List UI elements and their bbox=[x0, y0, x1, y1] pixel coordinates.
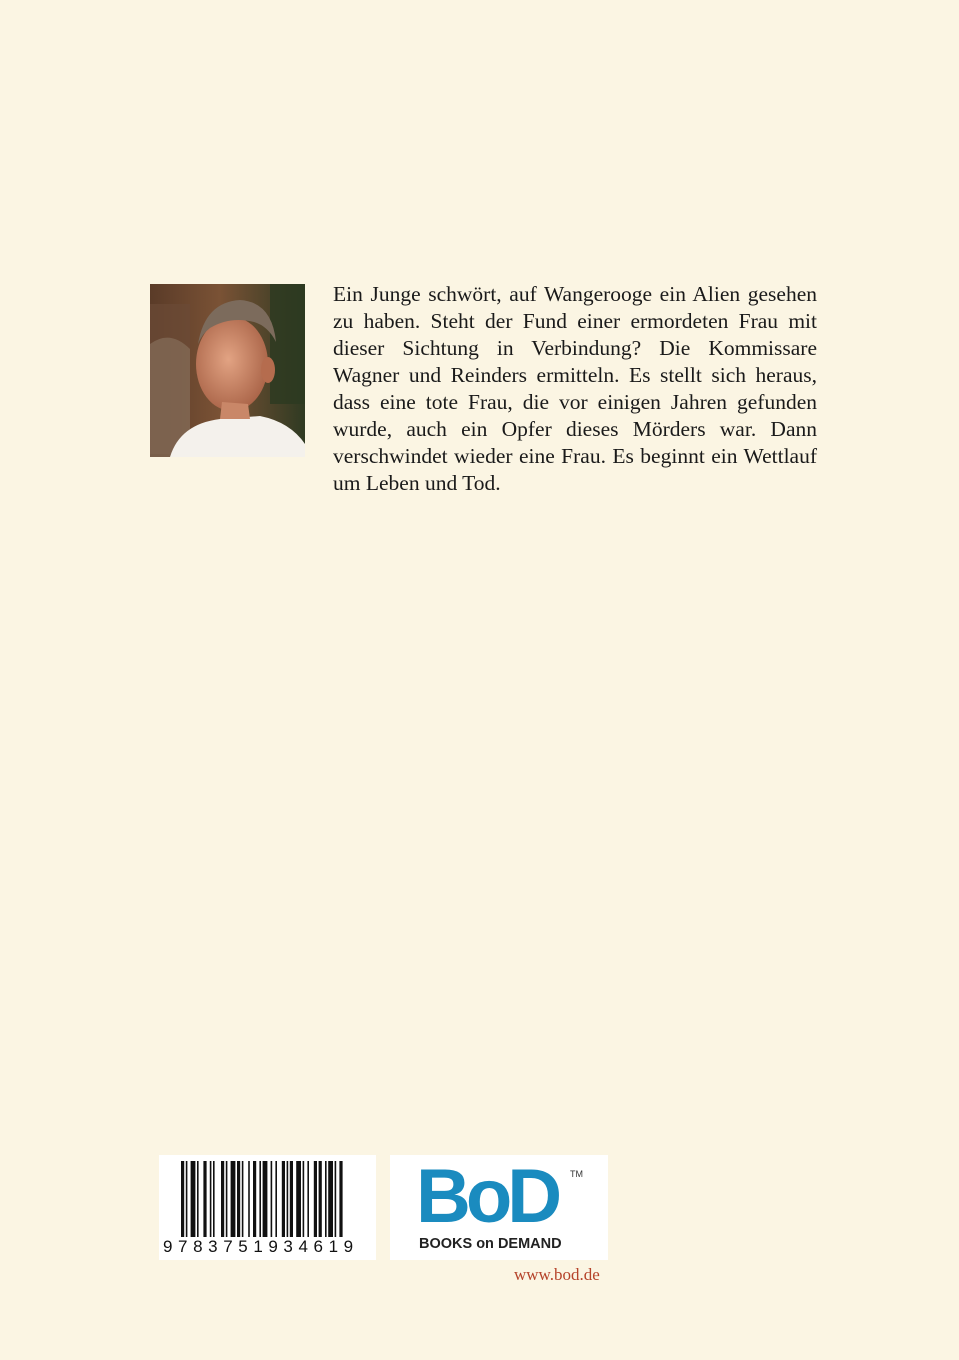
barcode-bar bbox=[319, 1161, 322, 1237]
barcode-bar bbox=[271, 1161, 273, 1237]
author-photo bbox=[150, 284, 305, 457]
book-blurb: Ein Junge schwört, auf Wangerooge ein Alien gesehen zu haben. Steht der Fund einer ermordeten Frau mit dieser Sichtung in Verbindung? Die Kommissare Wagner und Reinders ermitteln. Es stellt sich heraus, dass eine tote Frau, die vor einigen Jahren gefunden wurde, auch ein Opfer dieses Mörders war. Dann verschwindet wieder eine Frau. Es beginnt ein Wettlauf um Leben und Tod. bbox=[333, 282, 817, 495]
barcode-bar bbox=[210, 1161, 212, 1237]
barcode-bar bbox=[231, 1161, 236, 1237]
barcode-bars bbox=[159, 1155, 376, 1237]
barcode-bar bbox=[213, 1161, 215, 1237]
barcode-bar bbox=[186, 1161, 188, 1237]
barcode-bar bbox=[287, 1161, 289, 1237]
barcode-bar bbox=[282, 1161, 285, 1237]
barcode-bar bbox=[203, 1161, 206, 1237]
barcode-bar bbox=[303, 1161, 305, 1237]
barcode-bar bbox=[339, 1161, 342, 1237]
barcode-bar bbox=[226, 1161, 228, 1237]
barcode-bar bbox=[335, 1161, 337, 1237]
barcode-bar bbox=[237, 1161, 240, 1237]
logo-tagline: BOOKS on DEMAND bbox=[419, 1236, 562, 1252]
barcode-bar bbox=[181, 1161, 184, 1237]
barcode-bar bbox=[296, 1161, 301, 1237]
isbn-digits: 9783751934619 bbox=[163, 1237, 359, 1256]
logo-mark: BoD bbox=[416, 1154, 558, 1239]
barcode-bar bbox=[307, 1161, 309, 1237]
barcode-bar bbox=[290, 1161, 293, 1237]
isbn-barcode bbox=[159, 1155, 376, 1260]
barcode-bar bbox=[328, 1161, 333, 1237]
logo-trademark: TM bbox=[570, 1169, 583, 1179]
publisher-logo bbox=[390, 1155, 608, 1260]
barcode-bar bbox=[191, 1161, 196, 1237]
barcode-bar bbox=[253, 1161, 256, 1237]
barcode-bar bbox=[197, 1161, 199, 1237]
barcode-bar bbox=[242, 1161, 244, 1237]
barcode-bar bbox=[259, 1161, 261, 1237]
barcode-bar bbox=[248, 1161, 250, 1237]
barcode-bar bbox=[263, 1161, 268, 1237]
publisher-url: www.bod.de bbox=[514, 1265, 600, 1284]
barcode-bar bbox=[325, 1161, 327, 1237]
barcode-bar bbox=[314, 1161, 317, 1237]
barcode-bar bbox=[221, 1161, 224, 1237]
barcode-bar bbox=[275, 1161, 277, 1237]
